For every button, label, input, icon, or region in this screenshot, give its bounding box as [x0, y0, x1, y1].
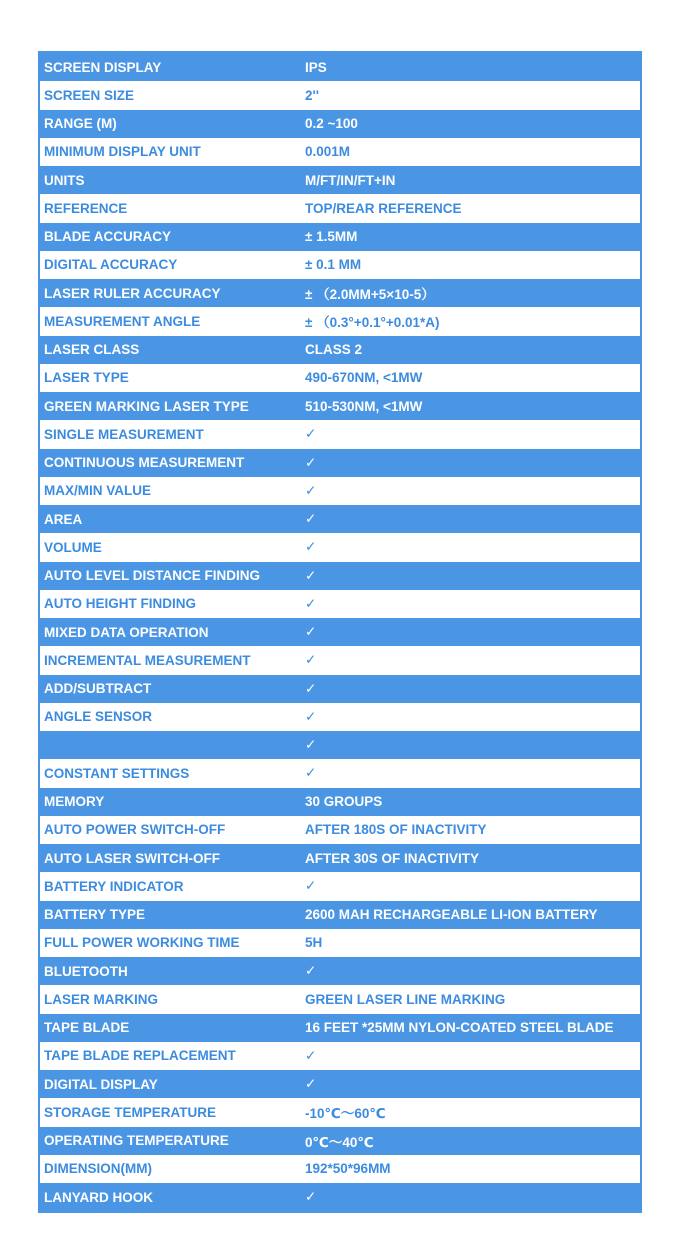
spec-value: AFTER 180S OF INACTIVITY — [305, 822, 487, 838]
spec-value: ± （0.3°+0.1°+0.01*A) — [305, 315, 440, 331]
spec-row — [38, 901, 642, 929]
spec-row — [38, 392, 642, 420]
spec-label: CONTINUOUS MEASUREMENT — [44, 455, 245, 471]
spec-label: GREEN MARKING LASER TYPE — [44, 398, 249, 414]
spec-label: TAPE BLADE REPLACEMENT — [44, 1048, 236, 1064]
spec-row — [40, 590, 640, 618]
spec-value: ± （2.0MM+5×10-5） — [305, 287, 435, 303]
spec-value: GREEN LASER LINE MARKING — [305, 991, 506, 1007]
spec-label: LASER TYPE — [44, 370, 129, 386]
spec-table — [38, 51, 642, 1213]
spec-value: 30 GROUPS — [305, 794, 383, 810]
spec-row — [38, 110, 642, 138]
spec-label: BATTERY INDICATOR — [44, 878, 184, 894]
spec-value: 2600 MAH RECHARGEABLE LI-ION BATTERY — [305, 907, 598, 923]
spec-row — [40, 364, 640, 392]
spec-label: REFERENCE — [44, 200, 128, 216]
spec-row — [38, 279, 642, 307]
spec-value: ✓ — [305, 737, 317, 753]
spec-value: ✓ — [305, 680, 317, 696]
spec-value: ✓ — [305, 511, 317, 527]
spec-label: MAX/MIN VALUE — [44, 483, 151, 499]
spec-row — [38, 449, 642, 477]
spec-row — [38, 53, 642, 81]
spec-value: ✓ — [305, 482, 317, 498]
spec-row — [40, 251, 640, 279]
spec-row — [38, 1070, 642, 1098]
spec-value: 0.001M — [305, 144, 351, 160]
spec-row — [38, 223, 642, 251]
spec-label: RANGE (M) — [44, 116, 117, 132]
spec-row — [38, 166, 642, 194]
spec-label: AUTO POWER SWITCH-OFF — [44, 822, 226, 838]
spec-row — [40, 816, 640, 844]
spec-row — [40, 533, 640, 561]
spec-value: 0℃～40℃ — [305, 1134, 374, 1150]
spec-row — [38, 788, 642, 816]
spec-label: BLADE ACCURACY — [44, 229, 171, 245]
spec-label: FULL POWER WORKING TIME — [44, 935, 240, 951]
spec-row — [40, 138, 640, 166]
spec-value: ✓ — [305, 652, 317, 668]
spec-row — [40, 1042, 640, 1070]
spec-row — [38, 505, 642, 533]
spec-value: IPS — [305, 59, 327, 75]
spec-row — [40, 1155, 640, 1183]
spec-label: MEMORY — [44, 794, 105, 810]
spec-label: MIXED DATA OPERATION — [44, 624, 209, 640]
spec-value: AFTER 30S OF INACTIVITY — [305, 850, 480, 866]
spec-label: AUTO LASER SWITCH-OFF — [44, 850, 220, 866]
spec-label: INCREMENTAL MEASUREMENT — [44, 652, 251, 668]
spec-label: SCREEN DISPLAY — [44, 59, 162, 75]
spec-value: TOP/REAR REFERENCE — [305, 200, 462, 216]
spec-row — [40, 307, 640, 335]
spec-value: 490-670NM, <1MW — [305, 370, 423, 386]
spec-label: LASER CLASS — [44, 342, 140, 358]
spec-value: 192*50*96MM — [305, 1161, 391, 1177]
spec-value: ✓ — [305, 454, 317, 470]
spec-value: 5H — [305, 935, 323, 951]
spec-value: 0.2 ~100 — [305, 116, 358, 132]
spec-row — [40, 929, 640, 957]
spec-row — [40, 477, 640, 505]
spec-value: ± 0.1 MM — [305, 257, 362, 273]
spec-row — [40, 985, 640, 1013]
spec-value: ✓ — [305, 1047, 317, 1063]
spec-value: ✓ — [305, 765, 317, 781]
spec-value: ✓ — [305, 963, 317, 979]
spec-label: LANYARD HOOK — [44, 1189, 154, 1205]
spec-row — [40, 703, 640, 731]
spec-value: ✓ — [305, 624, 317, 640]
spec-label: AUTO LEVEL DISTANCE FINDING — [44, 568, 261, 584]
spec-label: AUTO HEIGHT FINDING — [44, 596, 197, 612]
spec-value: 16 FEET *25MM NYLON-COATED STEEL BLADE — [305, 1020, 614, 1036]
spec-value: CLASS 2 — [305, 342, 363, 358]
spec-row — [38, 957, 642, 985]
spec-row — [40, 1098, 640, 1126]
spec-label: UNITS — [44, 172, 85, 188]
spec-value: ✓ — [305, 708, 317, 724]
spec-value: ✓ — [305, 1076, 317, 1092]
spec-value: 510-530NM, <1MW — [305, 398, 423, 414]
spec-label: LASER RULER ACCURACY — [44, 285, 221, 301]
spec-row — [38, 336, 642, 364]
spec-row — [38, 844, 642, 872]
spec-label: OPERATING TEMPERATURE — [44, 1133, 229, 1149]
spec-label: DIGITAL DISPLAY — [44, 1076, 158, 1092]
spec-label: ADD/SUBTRACT — [44, 681, 152, 697]
spec-label: TAPE BLADE — [44, 1020, 130, 1036]
spec-label: AREA — [44, 511, 83, 527]
spec-label: BLUETOOTH — [44, 963, 128, 979]
spec-label: MINIMUM DISPLAY UNIT — [44, 144, 201, 160]
spec-value: -10℃～60℃ — [305, 1106, 386, 1122]
spec-value: ✓ — [305, 426, 317, 442]
spec-label: DIMENSION(MM) — [44, 1161, 152, 1177]
spec-label: LASER MARKING — [44, 991, 158, 1007]
spec-value: ✓ — [305, 539, 317, 555]
spec-row — [38, 1127, 642, 1155]
spec-label: DIGITAL ACCURACY — [44, 257, 178, 273]
spec-value: M/FT/IN/FT+IN — [305, 172, 396, 188]
spec-label: BATTERY TYPE — [44, 907, 146, 923]
spec-value: ± 1.5MM — [305, 229, 358, 245]
spec-row — [40, 194, 640, 222]
spec-row — [38, 675, 642, 703]
spec-row — [40, 646, 640, 674]
spec-row — [40, 81, 640, 109]
spec-row — [38, 1014, 642, 1042]
spec-row — [38, 1183, 642, 1211]
spec-row — [38, 618, 642, 646]
spec-label: VOLUME — [44, 539, 102, 555]
spec-value: ✓ — [305, 595, 317, 611]
spec-row — [40, 759, 640, 787]
spec-value: ✓ — [305, 1189, 317, 1205]
spec-row — [40, 872, 640, 900]
spec-row — [38, 562, 642, 590]
spec-label: SINGLE MEASUREMENT — [44, 426, 204, 442]
spec-label: CONSTANT SETTINGS — [44, 765, 190, 781]
spec-label: SCREEN SIZE — [44, 87, 135, 103]
spec-label: MEASUREMENT ANGLE — [44, 313, 201, 329]
spec-value: 2'' — [305, 87, 319, 103]
spec-value: ✓ — [305, 567, 317, 583]
spec-label: STORAGE TEMPERATURE — [44, 1104, 217, 1120]
spec-row — [38, 731, 642, 759]
spec-label: ANGLE SENSOR — [44, 709, 153, 725]
spec-value: ✓ — [305, 878, 317, 894]
spec-row — [40, 420, 640, 448]
